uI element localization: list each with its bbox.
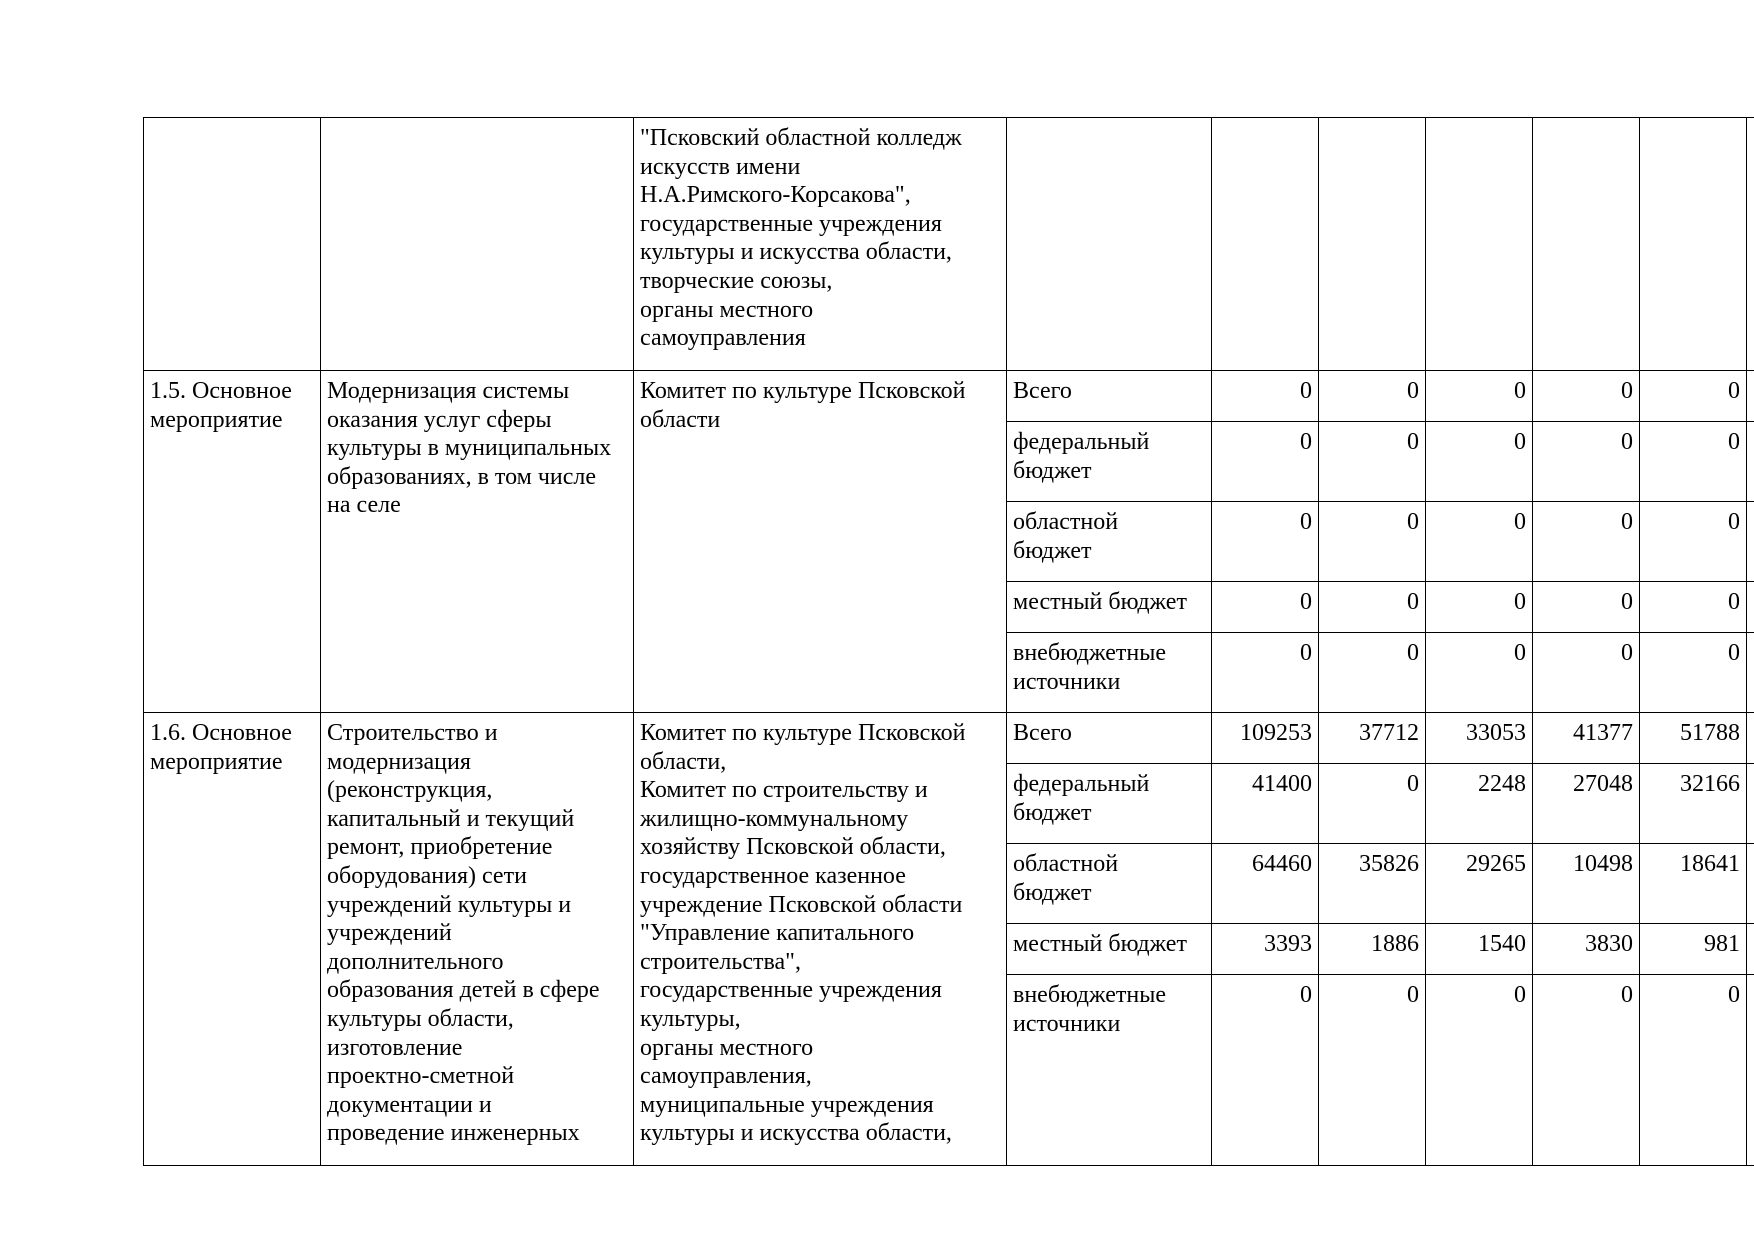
cell-cut — [1747, 924, 1754, 975]
cell-value — [1212, 118, 1319, 371]
cell-cut — [1747, 764, 1754, 844]
cell-cut — [1747, 582, 1754, 633]
funding-value: 0 — [1319, 422, 1426, 502]
cell-cut — [1747, 371, 1754, 422]
funding-value: 0 — [1212, 371, 1319, 422]
funding-value: 0 — [1319, 582, 1426, 633]
funding-source: федеральный бюджет — [1007, 422, 1212, 502]
funding-value: 0 — [1640, 502, 1747, 582]
funding-value: 0 — [1640, 975, 1747, 1166]
funding-source: областной бюджет — [1007, 502, 1212, 582]
table-row — [144, 371, 1754, 422]
funding-value: 0 — [1533, 371, 1640, 422]
funding-value: 0 — [1426, 371, 1533, 422]
funding-value: 18641 — [1640, 844, 1747, 924]
funding-value: 32166 — [1640, 764, 1747, 844]
funding-source: местный бюджет — [1007, 924, 1212, 975]
funding-value: 0 — [1319, 633, 1426, 713]
cell-cut — [1747, 502, 1754, 582]
funding-value: 0 — [1319, 975, 1426, 1166]
funding-value: 0 — [1212, 582, 1319, 633]
funding-value: 27048 — [1533, 764, 1640, 844]
measure-executors: Комитет по культуре Псковской области — [634, 371, 1007, 713]
funding-source: Всего — [1007, 713, 1212, 764]
funding-value: 51788 — [1640, 713, 1747, 764]
funding-value: 0 — [1533, 633, 1640, 713]
funding-value: 1540 — [1426, 924, 1533, 975]
funding-source: областной бюджет — [1007, 844, 1212, 924]
funding-source: местный бюджет — [1007, 582, 1212, 633]
funding-value: 0 — [1212, 422, 1319, 502]
funding-value: 0 — [1212, 502, 1319, 582]
funding-value: 0 — [1640, 633, 1747, 713]
funding-value: 33053 — [1426, 713, 1533, 764]
funding-value: 0 — [1426, 975, 1533, 1166]
measure-code: 1.6. Основное мероприятие — [144, 713, 321, 1166]
funding-source: внебюджетные источники — [1007, 975, 1212, 1166]
funding-value: 29265 — [1426, 844, 1533, 924]
funding-value: 41377 — [1533, 713, 1640, 764]
funding-value: 0 — [1319, 764, 1426, 844]
cell-code — [144, 118, 321, 371]
funding-value: 0 — [1212, 975, 1319, 1166]
measure-code: 1.5. Основное мероприятие — [144, 371, 321, 713]
funding-value: 109253 — [1212, 713, 1319, 764]
funding-value: 0 — [1533, 422, 1640, 502]
funding-value: 0 — [1533, 975, 1640, 1166]
funding-value: 41400 — [1212, 764, 1319, 844]
funding-value: 0 — [1640, 422, 1747, 502]
cell-source — [1007, 118, 1212, 371]
funding-value: 35826 — [1319, 844, 1426, 924]
funding-value: 0 — [1640, 371, 1747, 422]
measure-title: Модернизация системы оказания услуг сферы культуры в муниципальных образованиях, в том числе на селе — [321, 371, 634, 713]
cell-title — [321, 118, 634, 371]
funding-value: 0 — [1426, 502, 1533, 582]
funding-source: Всего — [1007, 371, 1212, 422]
cell-executors: "Псковский областной колледж искусств имени Н.А.Римского-Корсакова", государственные учреждения культуры и искусства области, творческие союзы, органы местного самоуправления — [634, 118, 1007, 371]
funding-value: 0 — [1319, 371, 1426, 422]
funding-value: 10498 — [1533, 844, 1640, 924]
funding-value: 0 — [1212, 633, 1319, 713]
funding-value: 3830 — [1533, 924, 1640, 975]
funding-value: 64460 — [1212, 844, 1319, 924]
funding-value: 0 — [1533, 502, 1640, 582]
funding-value: 0 — [1426, 582, 1533, 633]
funding-value: 0 — [1319, 502, 1426, 582]
funding-source: федеральный бюджет — [1007, 764, 1212, 844]
cell-cut — [1747, 713, 1754, 764]
funding-value: 3393 — [1212, 924, 1319, 975]
funding-source: внебюджетные источники — [1007, 633, 1212, 713]
funding-value: 0 — [1426, 633, 1533, 713]
cell-cut — [1747, 975, 1754, 1166]
funding-value: 981 — [1640, 924, 1747, 975]
funding-value: 0 — [1533, 582, 1640, 633]
cell-cut — [1747, 633, 1754, 713]
measure-title: Строительство и модернизация (реконструкция, капитальный и текущий ремонт, приобретение оборудования) сети учреждений культуры и учреждений дополнительного образования детей в сфере культуры области, изготовление проектно-сметной документации и проведение инженерных — [321, 713, 634, 1166]
cell-cut — [1747, 844, 1754, 924]
funding-value: 2248 — [1426, 764, 1533, 844]
cell-value — [1533, 118, 1640, 371]
table-row-continuation — [144, 118, 1754, 371]
cell-value — [1426, 118, 1533, 371]
program-activities-table — [143, 117, 1754, 1166]
measure-executors: Комитет по культуре Псковской области, Комитет по строительству и жилищно-коммунальному хозяйству Псковской области, государственное казенное учреждение Псковской области "Управление капитального строительства", государственные учреждения культуры, органы местного самоуправления, муниципальные учреждения культуры и искусства области, — [634, 713, 1007, 1166]
funding-value: 0 — [1640, 582, 1747, 633]
cell-value — [1319, 118, 1426, 371]
funding-value: 37712 — [1319, 713, 1426, 764]
cell-value — [1747, 118, 1754, 371]
cell-cut — [1747, 422, 1754, 502]
table-row — [144, 713, 1754, 764]
funding-value: 1886 — [1319, 924, 1426, 975]
funding-value: 0 — [1426, 422, 1533, 502]
cell-value — [1640, 118, 1747, 371]
